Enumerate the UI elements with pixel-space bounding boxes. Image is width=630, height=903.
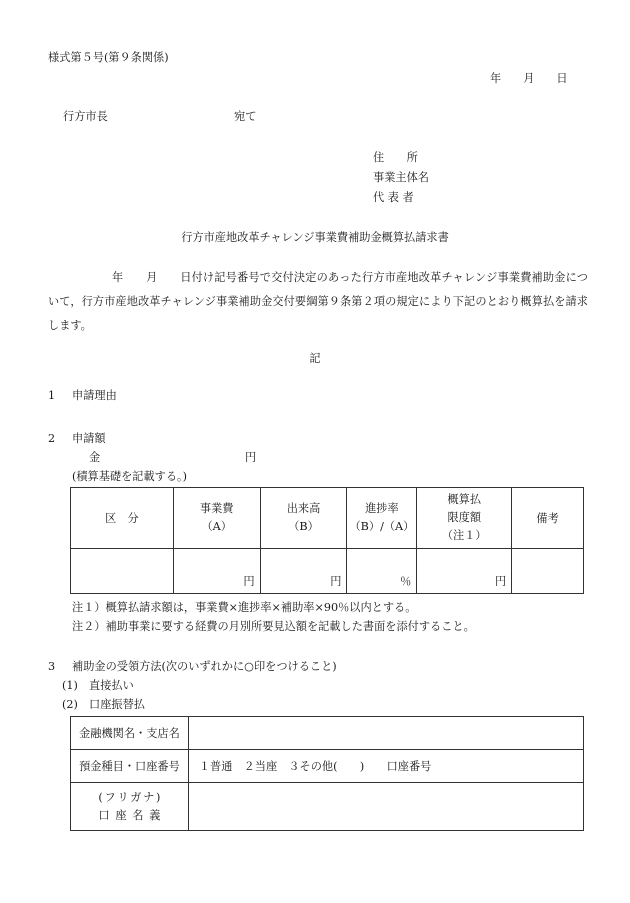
furigana-label (98, 789, 160, 807)
progress-amount-cell[interactable] (260, 549, 347, 594)
applicant-address-label: 住 所 (373, 151, 418, 164)
header-category: 区 分 (71, 488, 174, 549)
note-1: 注１）概算払請求額は，事業費×進捗率×補助率×90％以内とする。 (72, 601, 417, 614)
header-progress-amount-line2: （B） (288, 520, 319, 533)
addressee-mayor: 行方市長 (63, 110, 108, 123)
option-1-number: (1) (62, 679, 78, 692)
applicant-representative-label: 代 表 者 (373, 191, 414, 204)
basis-note: (積算基礎を記載する。) (72, 470, 188, 483)
header-progress-rate-line2: （B）/（A） (349, 520, 415, 533)
furigana-open-paren: ( (98, 790, 103, 804)
account-holder-label-cell (71, 783, 189, 831)
header-limit (417, 488, 512, 549)
bank-value-cell[interactable] (188, 717, 583, 750)
furigana-char-2: リ (117, 790, 129, 804)
holder-label (98, 807, 160, 825)
section2-title: 申請額 (72, 432, 106, 445)
account-holder-row (71, 783, 584, 831)
section2-number: 2 (48, 432, 56, 445)
holder-char-4: 義 (149, 808, 161, 822)
note-2: 注２）補助事業に要する経費の月別所要見込額を記載した書面を添付すること。 (72, 620, 475, 633)
furigana-char-4: ナ (143, 790, 155, 804)
option-2-label: 口座振替払 (89, 698, 145, 711)
calculation-table (70, 487, 584, 594)
section3-title: 補助金の受領方法(次のいずれかに○印をつけること) (72, 660, 337, 673)
section1-number: 1 (48, 389, 56, 402)
category-cell[interactable] (71, 549, 174, 594)
date-line (490, 72, 568, 85)
header-progress-amount (260, 488, 347, 549)
account-holder-value-cell[interactable] (188, 783, 583, 831)
progress-amount-unit: 円 (330, 575, 342, 588)
account-type-row (71, 750, 584, 783)
section3-number: 3 (48, 660, 56, 673)
furigana-char-1: フ (104, 790, 116, 804)
header-cost-line1: 事業費 (199, 502, 234, 515)
account-type-label: 預金種目・口座番号 (71, 750, 189, 783)
calc-value-row (71, 549, 584, 594)
bank-row (71, 717, 584, 750)
header-cost-line2: （A） (201, 520, 232, 533)
header-remarks: 備考 (512, 488, 584, 549)
document-title: 行方市産地改革チャレンジ事業費補助金概算払請求書 (181, 231, 449, 244)
cost-unit: 円 (243, 575, 255, 588)
header-progress-rate-line1: 進捗率 (365, 502, 399, 515)
furigana-char-3: ガ (130, 790, 142, 804)
holder-char-3: 名 (132, 808, 144, 822)
limit-cell[interactable] (417, 549, 512, 594)
form-number: 様式第５号(第９条関係) (48, 51, 169, 64)
account-type-value[interactable]: １普通 ２当座 ３その他( ) 口座番号 (188, 750, 583, 783)
header-limit-line1: 概算払 (447, 493, 482, 506)
header-cost (173, 488, 260, 549)
header-progress-amount-line1: 出来高 (286, 502, 321, 515)
furigana-close-paren: ) (156, 790, 161, 804)
option-1-label: 直接払い (89, 679, 134, 692)
remarks-cell[interactable] (512, 549, 584, 594)
date-month-label: 月 (523, 72, 535, 85)
limit-unit: 円 (494, 575, 507, 588)
header-progress-rate (347, 488, 417, 549)
option-2-number: (2) (62, 698, 78, 711)
amount-unit: 円 (245, 451, 257, 464)
bank-label: 金融機関名・支店名 (71, 717, 189, 750)
holder-char-2: 座 (115, 808, 127, 822)
holder-char-1: 口 (98, 808, 110, 822)
applicant-entity-label: 事業主体名 (373, 171, 429, 184)
date-day-label: 日 (556, 72, 568, 85)
header-limit-line3: （注１） (441, 529, 487, 542)
body-paragraph: 年 月 日付け記号番号で交付決定のあった行方市産地改革チャレンジ事業費補助金について，行方市産地改革チャレンジ事業補助金交付要綱第９条第２項の規定により下記のとおり概算払を請求します。 (48, 271, 588, 332)
section1-title: 申請理由 (72, 389, 117, 402)
date-year-label: 年 (490, 72, 502, 85)
amount-prefix: 金 (89, 451, 101, 464)
bank-account-table (70, 716, 584, 831)
addressee-suffix: 宛て (234, 110, 257, 123)
calc-header-row (71, 488, 584, 549)
progress-rate-cell[interactable] (347, 549, 417, 594)
progress-rate-unit: ％ (400, 575, 412, 588)
header-limit-line2: 限度額 (447, 511, 482, 524)
cost-cell[interactable] (173, 549, 260, 594)
ki-heading: 記 (309, 352, 321, 365)
